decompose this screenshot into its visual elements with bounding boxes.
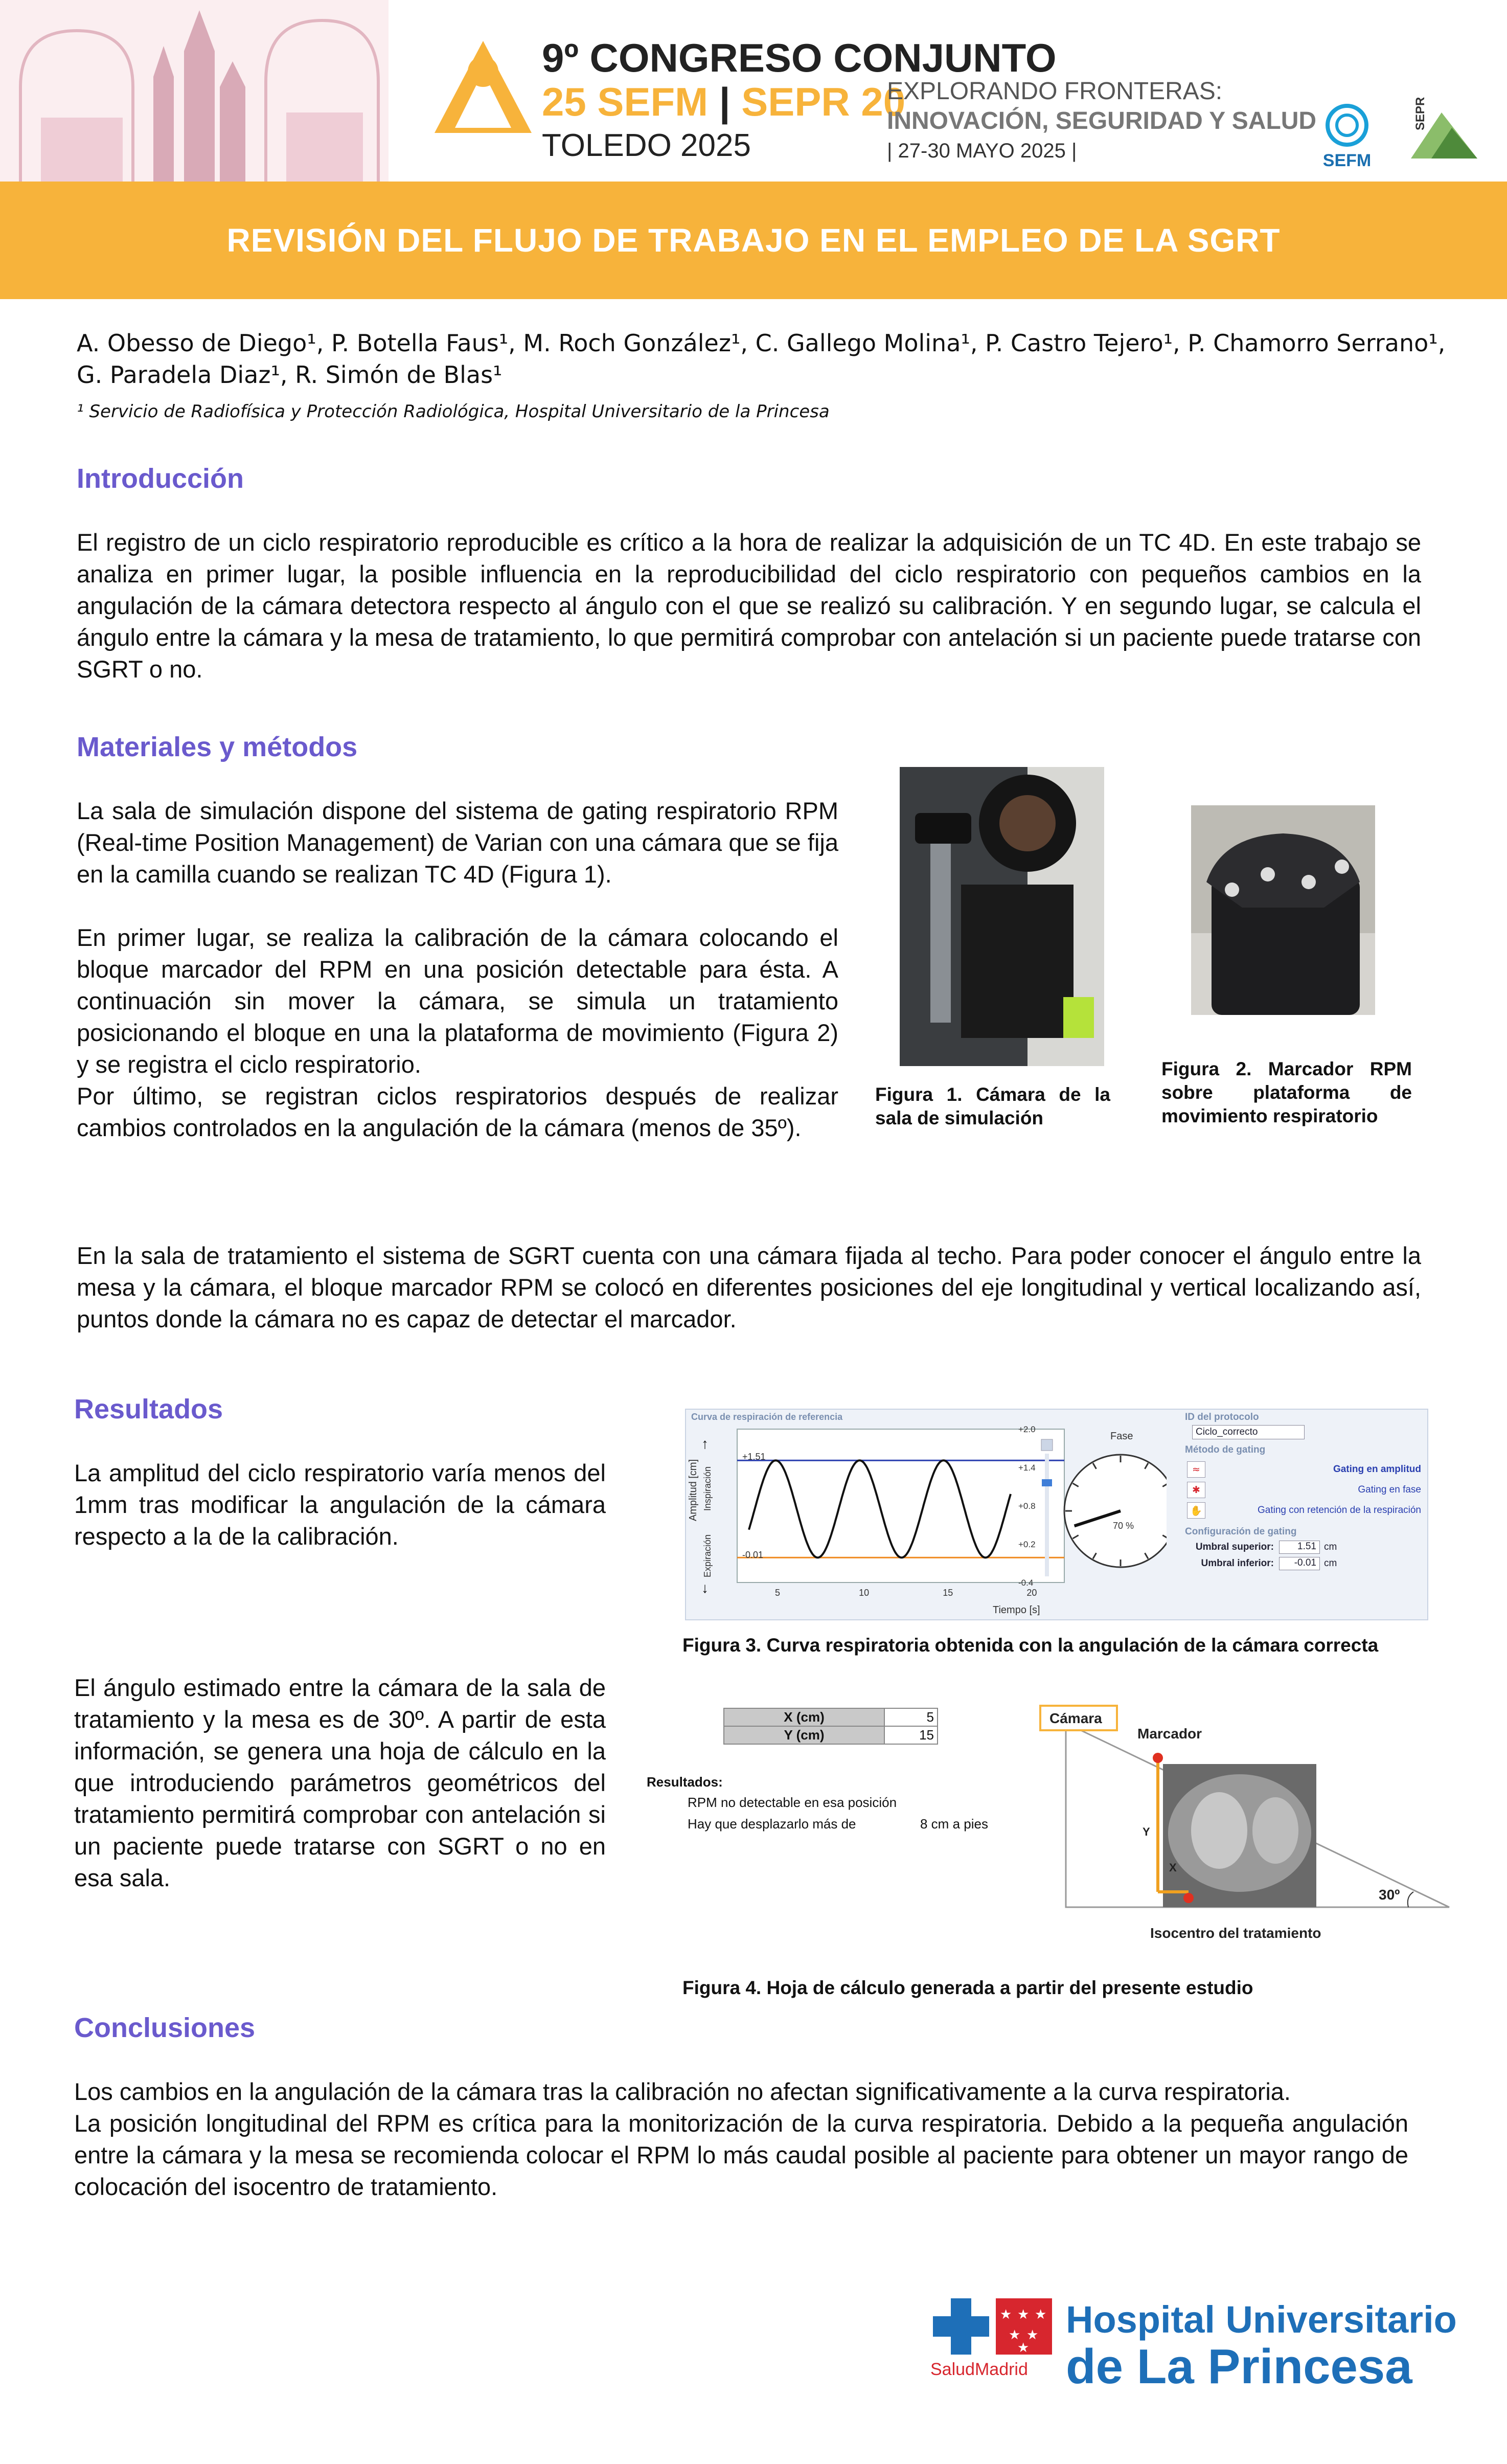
result-line-1: RPM no detectable en esa posición xyxy=(688,1795,897,1810)
methods-paragraph-1: La sala de simulación dispone del sistema de gating respiratorio RPM (Real-time Position Management) de Varian con una cámara que se fija en la camilla cuando se realizan TC 4D (Figura 1). xyxy=(77,797,838,888)
results-heading: Resultados xyxy=(74,1394,223,1425)
breath-hold-icon: ✋ xyxy=(1187,1502,1205,1519)
methods-heading: Materiales y métodos xyxy=(77,732,358,762)
lower-threshold-label: Umbral inferior: xyxy=(1201,1558,1274,1569)
right-tick-label: -0.4 xyxy=(1018,1578,1034,1588)
result-line-2: Hay que desplazarlo más de xyxy=(688,1816,856,1832)
lower-threshold-input[interactable]: -0.01 xyxy=(1279,1557,1320,1570)
x-axis-marker: X xyxy=(1169,1861,1177,1874)
figure-4-spreadsheet xyxy=(647,1703,1454,1958)
slogan-line-1: EXPLORANDO FRONTERAS: xyxy=(887,78,1223,105)
slider-top-button[interactable] xyxy=(1041,1439,1053,1451)
x-value-cell[interactable]: 5 xyxy=(884,1708,938,1726)
marker-label: Marcador xyxy=(1137,1726,1202,1742)
figure-1-photo xyxy=(900,767,1104,1066)
congress-slogan xyxy=(887,77,1316,166)
figure-3-panel xyxy=(685,1409,1428,1620)
phase-gauge xyxy=(1064,1455,1167,1567)
simulation-camera-image xyxy=(900,767,1104,1066)
methods-left-column xyxy=(77,795,838,1144)
toledo-skyline-illustration xyxy=(0,0,389,182)
gating-option[interactable] xyxy=(1187,1502,1421,1519)
salud-cross-icon xyxy=(930,2298,992,2355)
right-tick-label: +0.2 xyxy=(1018,1540,1036,1549)
conclusions-paragraph-2: La posición longitudinal del RPM es crítica para la monitorización de la curva respiratoria. Debido a la pequeña angulación entre la cámara y la mesa se recomienda colocar el RPM lo más caudal posible al paciente para obtener un mayor rango de colocación del isocentro de tratamiento. xyxy=(74,2110,1408,2200)
right-tick-label: +0.8 xyxy=(1018,1501,1036,1511)
authors-line-1: A. Obesso de Diego¹, P. Botella Faus¹, M. Roch González¹, C. Gallego Molina¹, P. Castro Tejero¹, P. Chamorro Serrano¹, xyxy=(77,329,1446,357)
table-row xyxy=(724,1726,938,1744)
amplitude-slider-thumb[interactable] xyxy=(1042,1479,1052,1486)
congress-logo-icon xyxy=(429,36,537,138)
gating-option-label: Gating en amplitud xyxy=(1333,1464,1421,1475)
methods-paragraph-2: En primer lugar, se realiza la calibración de la cámara colocando el bloque marcador del RPM en una posición detectable para ésta. A continuación sin mover la cámara, se simula un tratamiento posicionando el bloque en una la plataforma de movimiento (Figura 2) y se registra el ciclo respiratorio. xyxy=(77,924,838,1078)
protocol-id-input[interactable]: Ciclo_correcto xyxy=(1192,1425,1305,1439)
y-axis-marker: Y xyxy=(1143,1825,1150,1838)
gating-options xyxy=(1182,1461,1426,1519)
right-tick-label: +1.4 xyxy=(1018,1463,1036,1473)
expiration-label: Expiración xyxy=(702,1534,713,1577)
gating-option[interactable] xyxy=(1187,1481,1421,1499)
table-row xyxy=(724,1708,938,1726)
y-value-cell[interactable]: 15 xyxy=(884,1726,938,1744)
gating-settings xyxy=(1182,1410,1426,1619)
isocenter-label: Isocentro del tratamiento xyxy=(1150,1925,1321,1941)
methods-paragraph-4: En la sala de tratamiento el sistema de SGRT cuenta con una cámara fijada al techo. Para poder conocer el ángulo entre la mesa y la cámara, el bloque marcador RPM se colocó en diferentes posiciones del eje longitudinal y vertical localizando así, puntos donde la cámara no es capaz de detectar el marcador. xyxy=(77,1242,1421,1332)
inspiration-label: Inspiración xyxy=(702,1466,713,1511)
y-axis-label: Amplitud [cm] xyxy=(688,1459,699,1521)
angle-label: 30º xyxy=(1379,1887,1400,1903)
arrow-down-icon: ↓ xyxy=(701,1580,709,1596)
gating-config-title: Configuración de gating xyxy=(1185,1526,1297,1537)
upper-threshold-unit: cm xyxy=(1324,1542,1337,1552)
upper-threshold-input[interactable]: 1.51 xyxy=(1279,1541,1320,1554)
plot-area xyxy=(737,1429,1064,1583)
phase-icon: ✱ xyxy=(1187,1482,1205,1498)
sefm-logo xyxy=(1314,102,1380,171)
intro-text: El registro de un ciclo respiratorio reproducible es crítico a la hora de realizar la adquisición de un TC 4D. En este trabajo se analiza en primer lugar, la posible influencia en la reproducibilidad del ciclo respiratorio con pequeños cambios en la angulación de la cámara detectora respecto al ángulo con el que se realizó su calibración. Y en segundo lugar, se calcula el ángulo entre la cámara y la mesa de tratamiento, lo que permitirá comprobar con antelación si un paciente puede tratarse con SGRT o no. xyxy=(77,529,1421,683)
figure-2-photo xyxy=(1191,805,1375,1015)
conclusions-text xyxy=(74,2076,1408,2203)
amplitude-slider-track[interactable] xyxy=(1045,1454,1049,1576)
y-label-cell: Y (cm) xyxy=(724,1726,884,1744)
sefm-logo-text: SEFM xyxy=(1322,151,1372,170)
sefm-logo-icon xyxy=(1324,102,1370,148)
amplitude-icon: ≈ xyxy=(1187,1461,1205,1478)
authors-line-2: G. Paradela Diaz¹, R. Simón de Blas¹ xyxy=(77,361,503,389)
x-label-cell: X (cm) xyxy=(724,1708,884,1726)
x-tick-label: 15 xyxy=(943,1588,953,1598)
x-tick-label: 20 xyxy=(1026,1588,1037,1598)
title-bar xyxy=(0,182,1507,299)
x-axis-label: Tiempo [s] xyxy=(993,1604,1040,1616)
gating-option[interactable] xyxy=(1187,1461,1421,1478)
svg-text:★: ★ xyxy=(1017,2340,1030,2355)
congress-sefm: 25 SEFM xyxy=(542,79,709,124)
input-table xyxy=(723,1708,938,1745)
gating-option-label: Gating con retención de la respiración xyxy=(1257,1505,1421,1516)
lower-threshold-row xyxy=(1192,1557,1426,1570)
geometry-diagram xyxy=(1035,1703,1454,1958)
x-tick-label: 10 xyxy=(859,1588,870,1598)
congress-dates: | 27-30 MAYO 2025 | xyxy=(887,140,1077,162)
congress-title: 9º CONGRESO CONJUNTO 25 SEFM | SEPR 20 TOLEDO 2025 xyxy=(542,36,1057,168)
result-line-2-value: 8 cm a pies xyxy=(920,1816,988,1832)
hospital-name xyxy=(1066,2298,1457,2392)
hospital-name-line-2: de La Princesa xyxy=(1066,2339,1412,2394)
upper-threshold-label: Umbral superior: xyxy=(1195,1542,1274,1552)
methods-paragraph-3: Por último, se registran ciclos respiratorios después de realizar cambios controlados en la angulación de la cámara (menos de 35º). xyxy=(77,1082,838,1141)
lower-threshold-unit: cm xyxy=(1324,1558,1337,1569)
results-paragraph-2: El ángulo estimado entre la cámara de la sala de tratamiento y la mesa es de 30º. A partir de esta información, se genera una hoja de cálculo en la que introduciendo parámetros geométricos del tratamiento permitirá comprobar con antelación si un paciente puede tratarse con SGRT o no en esa sala. xyxy=(74,1674,606,1891)
slogan-line-2: INNOVACIÓN, SEGURIDAD Y SALUD xyxy=(887,107,1317,134)
svg-text:★: ★ xyxy=(1035,2307,1047,2322)
marker-point xyxy=(1153,1753,1163,1763)
right-tick-label: +2.0 xyxy=(1018,1425,1036,1434)
hospital-logo xyxy=(930,2298,1493,2394)
results-label: Resultados: xyxy=(647,1774,723,1790)
hospital-name-line-1: Hospital Universitario xyxy=(1066,2298,1457,2341)
results-paragraph-1: La amplitud del ciclo respiratorio varía menos del 1mm tras modificar la angulación de la cámara respecto a la de la calibración. xyxy=(74,1459,606,1550)
poster-title: REVISIÓN DEL FLUJO DE TRABAJO EN EL EMPLEO DE LA SGRT xyxy=(226,222,1281,259)
congress-city: TOLEDO 2025 xyxy=(542,128,751,163)
phase-label: Fase xyxy=(1110,1431,1133,1442)
svg-text:★: ★ xyxy=(1000,2307,1012,2322)
x-tick-label: 5 xyxy=(775,1588,781,1598)
arrow-up-icon: ↑ xyxy=(701,1436,709,1452)
salud-text: Salud xyxy=(930,2360,975,2379)
upper-threshold-tag: +1.51 xyxy=(742,1452,766,1462)
phase-percent: 70 % xyxy=(1113,1521,1134,1531)
figure-4-caption: Figura 4. Hoja de cálculo generada a partir del presente estudio xyxy=(682,1977,1253,1998)
figure-3-caption: Figura 3. Curva respiratoria obtenida con la angulación de la cámara correcta xyxy=(682,1635,1379,1656)
affiliation: ¹ Servicio de Radiofísica y Protección Radiológica, Hospital Universitario de la Princesa xyxy=(77,401,830,422)
conclusions-paragraph-1: Los cambios en la angulación de la cámara tras la calibración no afectan significativamente a la curva respiratoria. xyxy=(74,2078,1291,2105)
gating-option-label: Gating en fase xyxy=(1358,1484,1421,1495)
header xyxy=(0,0,1507,182)
sepr-logo-text: SEPR xyxy=(1413,97,1427,130)
respiratory-curve-chart xyxy=(686,1424,1167,1618)
curve-panel-title: Curva de respiración de referencia xyxy=(691,1412,843,1422)
protocol-title: ID del protocolo xyxy=(1185,1412,1259,1422)
lower-threshold-tag: -0.01 xyxy=(742,1550,764,1560)
congress-sepr: SEPR 20 xyxy=(741,79,906,124)
salud-madrid-text xyxy=(930,2360,1028,2380)
figure-2-caption: Figura 2. Marcador RPM sobre plataforma de movimiento respiratorio xyxy=(1161,1058,1412,1126)
authors xyxy=(77,327,1447,391)
svg-text:★: ★ xyxy=(1017,2307,1030,2322)
camera-label: Cámara xyxy=(1049,1710,1102,1726)
svg-text:★: ★ xyxy=(1026,2327,1039,2343)
isocenter-point xyxy=(1183,1893,1194,1903)
gating-method-title: Método de gating xyxy=(1185,1444,1266,1455)
madrid-text: Madrid xyxy=(974,2360,1028,2379)
svg-text:★: ★ xyxy=(1009,2327,1021,2343)
madrid-flag-icon xyxy=(996,2298,1052,2355)
rpm-marker-image xyxy=(1191,805,1375,1015)
figure-1-caption: Figura 1. Cámara de la sala de simulación xyxy=(875,1084,1110,1128)
conclusions-heading: Conclusiones xyxy=(74,2013,256,2043)
congress-number: 9º CONGRESO CONJUNTO xyxy=(542,35,1057,80)
upper-threshold-row xyxy=(1192,1541,1426,1554)
intro-heading: Introducción xyxy=(77,463,244,494)
